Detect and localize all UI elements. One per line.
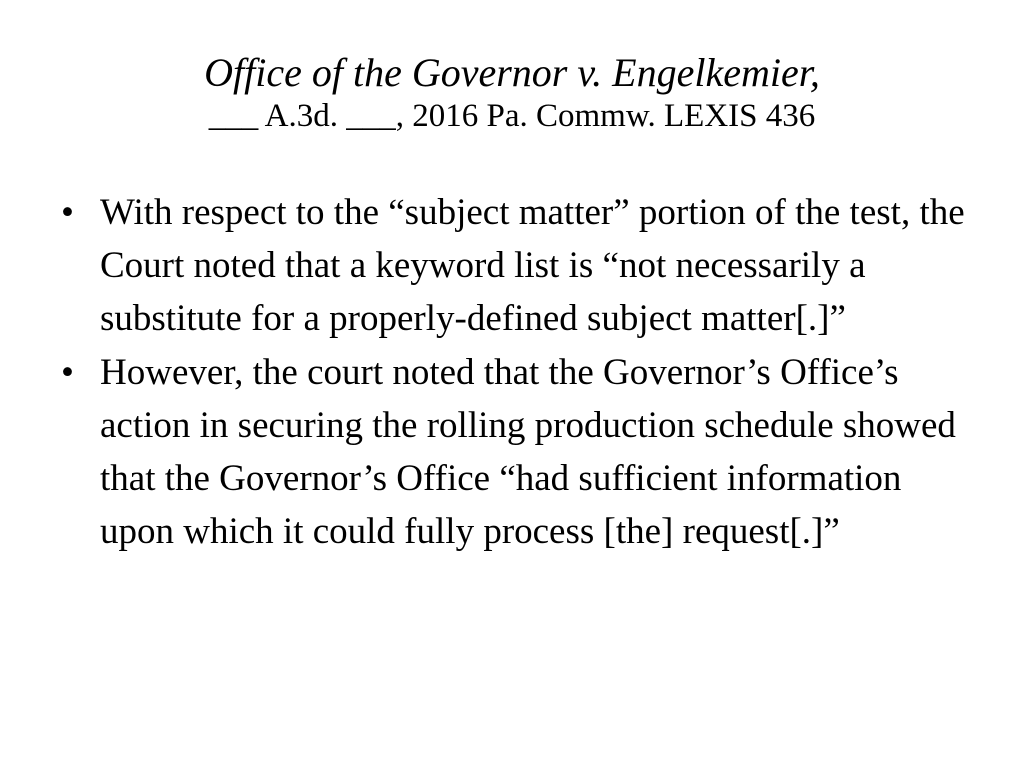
- bullet-item: [58, 186, 978, 345]
- bullet-text: With respect to the “subject matter” portion of the test, the Court noted that a keyword list is “not necessarily a substitute for a properly-defined subject matter[.]”: [100, 192, 965, 339]
- bullet-text: However, the court noted that the Governor’s Office’s action in securing the rolling production schedule showed that the Governor’s Office “had sufficient information upon which it could fully process [the] request[.]”: [100, 352, 956, 552]
- slide-title: [0, 50, 1024, 136]
- bullet-list: [58, 186, 978, 559]
- bullet-icon: •: [61, 352, 74, 393]
- bullet-item: [58, 346, 978, 558]
- bullet-icon: •: [61, 192, 74, 233]
- case-citation: ___ A.3d. ___, 2016 Pa. Commw. LEXIS 436: [208, 98, 816, 134]
- case-name: Office of the Governor v. Engelkemier,: [204, 50, 820, 95]
